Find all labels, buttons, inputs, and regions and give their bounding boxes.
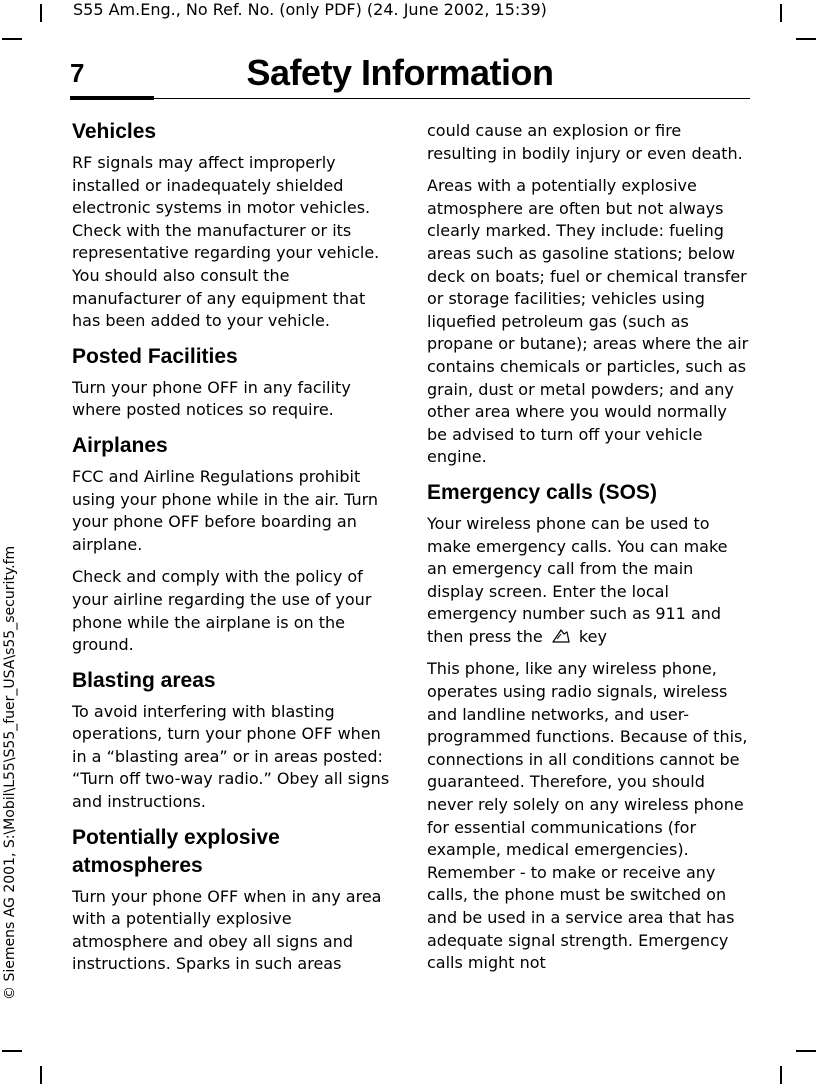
- page-number-rule: [70, 96, 154, 100]
- crop-mark: [2, 38, 22, 40]
- section-heading-airplanes: Airplanes: [72, 433, 168, 457]
- section-heading-emergency-calls: Emergency calls (SOS): [427, 480, 657, 504]
- section-heading-explosive-atmospheres: Potentially explosive atmospheres: [72, 825, 280, 877]
- emergency-text: Your wireless phone can be used to make emergency calls. You can make an emergency call from the main display screen. Enter the local emergency number such as 911 and then press the: [427, 513, 728, 646]
- crop-mark: [796, 1050, 816, 1052]
- crop-mark: [780, 1066, 782, 1084]
- explosive-atmospheres-paragraph: Turn your phone OFF when in any area with a potentially explosive atmosphere and obey all signs and instructions. Sparks in such areas: [72, 886, 382, 974]
- section-heading-blasting-areas: Blasting areas: [72, 668, 216, 692]
- crop-mark: [796, 38, 816, 40]
- call-key-icon: [550, 627, 572, 645]
- document-meta: S55 Am.Eng., No Ref. No. (only PDF) (24. June 2002, 15:39): [73, 0, 547, 19]
- copyright-side-note: © Siemens AG 2001, S:\Mobil\L55\S55_fuer_USA\s55_security.fm: [2, 545, 18, 1000]
- right-column: [427, 118, 749, 985]
- emergency-calls-paragraph: [427, 513, 749, 649]
- header-rule: [70, 98, 750, 99]
- crop-mark: [780, 4, 782, 22]
- left-column: [72, 118, 392, 986]
- page-number: 7: [70, 58, 85, 88]
- wireless-limitations-paragraph: This phone, like any wireless phone, operates using radio signals, wireless and landline networks, and user-programmed functions. Because of this, connections in all conditions cannot be guaranteed. Therefore, you should never rely solely on any wireless phone for essential communications (for example, medical emergencies). Remember - to make or receive any calls, the phone must be switched on and be used in a service area that has adequate signal strength. Emergency calls might not: [427, 659, 748, 973]
- section-heading-vehicles: Vehicles: [72, 120, 157, 143]
- blasting-areas-paragraph: To avoid interfering with blasting operations, turn your phone OFF when in a “blasting area” or in areas posted: “Turn off two-way radio.” Obey all signs and instructions.: [72, 701, 390, 812]
- explosive-continuation-paragraph: could cause an explosion or fire resulting in bodily injury or even death.: [427, 121, 743, 163]
- crop-mark: [40, 1066, 42, 1084]
- explosive-areas-paragraph: Areas with a potentially explosive atmosphere are often but not always clearly marked. They include: fueling areas such as gasoline stations; below deck on boats; fuel or chemical transfer or storage facilities; vehicles using liquefied petroleum gas (such as propane or butane); areas where the air contains chemicals or particles, such as grain, dust or metal powders; and any other area where you would normally be advised to turn off your vehicle engine.: [427, 176, 749, 467]
- section-heading-posted-facilities: Posted Facilities: [72, 344, 238, 368]
- vehicles-paragraph: RF signals may affect improperly installed or inadequately shielded electronic systems in motor vehicles. Check with the manufacturer or its representative regarding your vehicle. You should also consult the manufacturer of any equipment that has been added to your vehicle.: [72, 153, 380, 331]
- page-title: Safety Information: [246, 52, 554, 93]
- posted-facilities-paragraph: Turn your phone OFF in any facility where posted notices so require.: [72, 377, 351, 420]
- crop-mark: [40, 4, 42, 22]
- emergency-key-suffix: key: [578, 626, 607, 646]
- airplanes-paragraph: Check and comply with the policy of your airline regarding the use of your phone while the airplane is on the ground.: [72, 567, 372, 655]
- crop-mark: [2, 1050, 22, 1052]
- airplanes-paragraph: FCC and Airline Regulations prohibit using your phone while in the air. Turn your phone OFF before boarding an airplane.: [72, 466, 379, 554]
